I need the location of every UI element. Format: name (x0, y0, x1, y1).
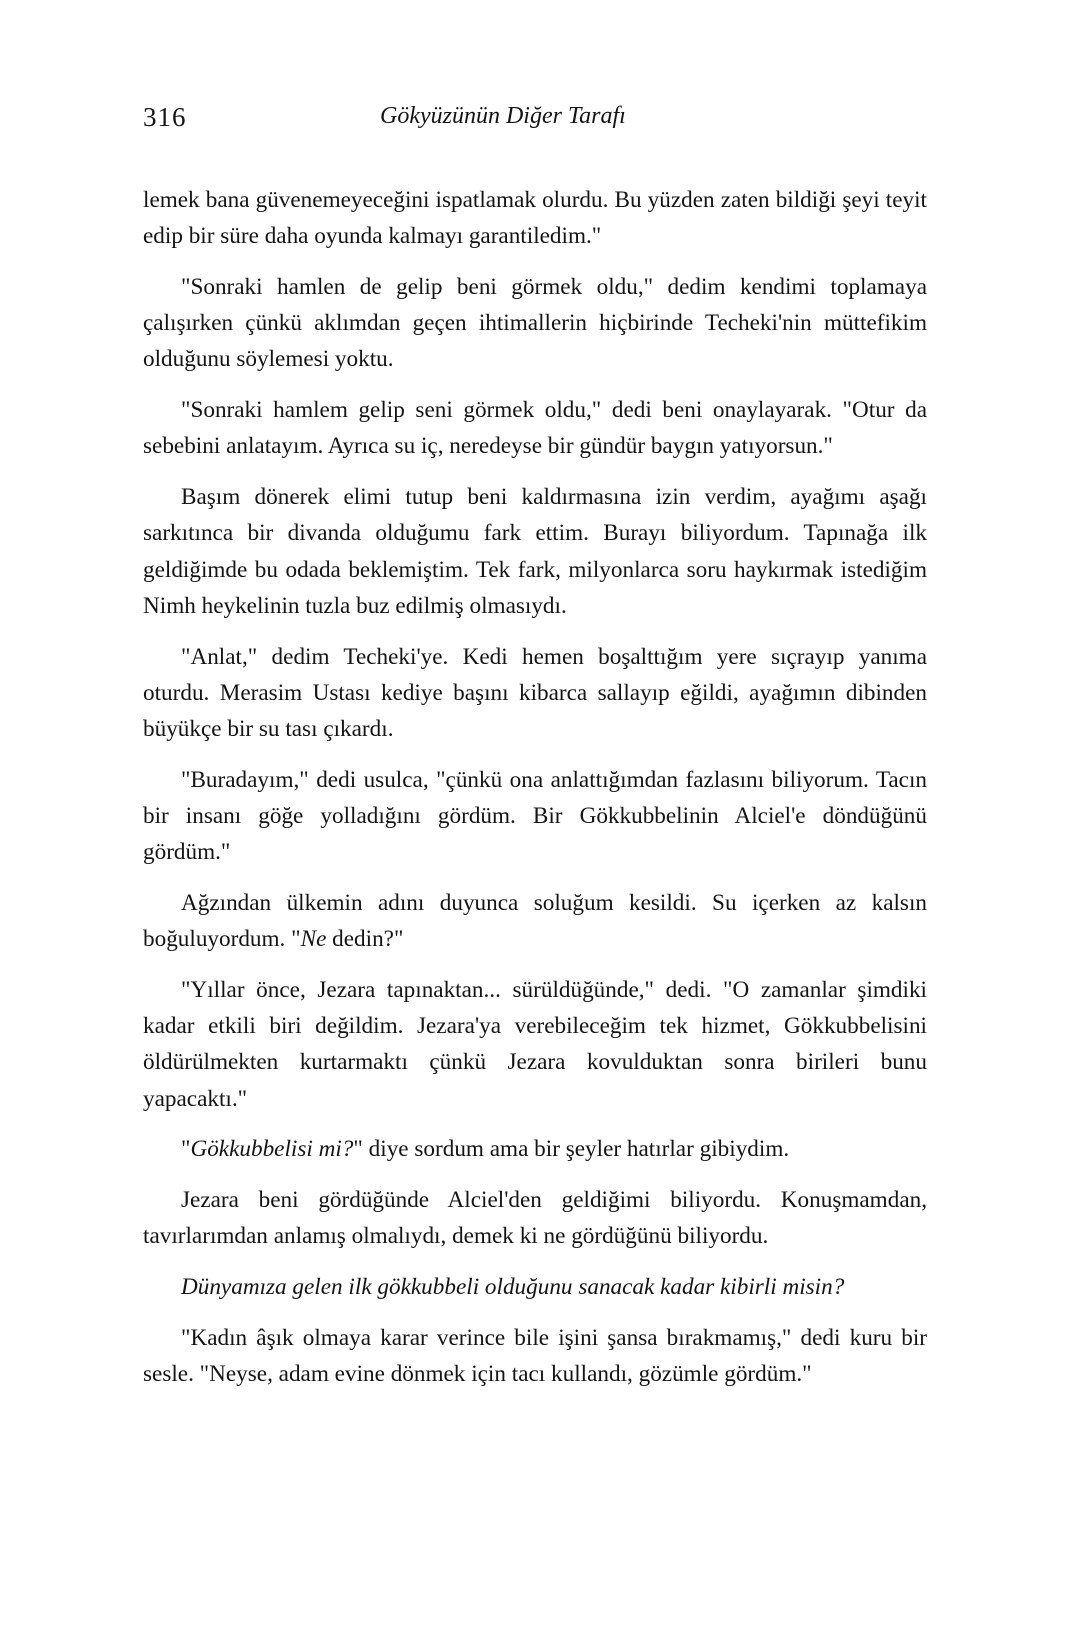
paragraph (143, 1131, 927, 1167)
emphasis: Ne (300, 926, 327, 953)
paragraph: Başım dönerek elimi tutup beni kaldırmasına izin verdim, ayağımı aşağı sarkıtınca bir divanda olduğumu fark ettim. Burayı biliyordum. Tapınağa ilk geldiğimde bu odada beklemiştim. Tek fark, milyonlarca soru haykırmak istediğim Nimh heykelinin tuzla buz edilmiş olmasıydı. (143, 484, 927, 619)
paragraph: "Anlat," dedim Techeki'ye. Kedi hemen boşalttığım yere sıçrayıp yanıma oturdu. Merasim Ustası kediye başını kibarca sallayıp eğildi, ayağımın dibinden büyükçe bir su tası çıkardı. (143, 643, 927, 743)
paragraph: Jezara beni gördüğünde Alciel'den geldiğimi biliyordu. Konuşmamdan, tavırlarımdan anlamış olmalıydı, demek ki ne gördüğünü biliyordu. (143, 1187, 927, 1250)
running-title: Gökyüzünün Diğer Tarafı (380, 103, 626, 129)
paragraph-text: " diye sordum ama bir şeyler hatırlar gibiydim. (353, 1136, 790, 1163)
paragraph-text: " (181, 1136, 191, 1163)
paragraph: "Buradayım," dedi usulca, "çünkü ona anlattığımdan fazlasını biliyorum. Tacın bir insanı göğe yolladığını gördüm. Bir Gökkubbelinin Alciel'e döndüğünü gördüm." (143, 766, 927, 866)
paragraph: "Yıllar önce, Jezara tapınaktan... sürüldüğünde," dedi. "O zamanlar şimdiki kadar etkili biri değildim. Jezara'ya verebileceğim tek hizmet, Gökkubbelisini öldürülmekten kurtarmaktı çünkü Jezara kovulduktan sonra birileri bunu yapacaktı." (143, 977, 927, 1112)
paragraph: "Kadın âşık olmaya karar verince bile işini şansa bırakmamış," dedi kuru bir sesle. "Neyse, adam evine dönmek için tacı kullandı, gözümle gördüm." (143, 1325, 927, 1388)
page-number: 316 (143, 102, 187, 132)
paragraph: "Sonraki hamlem gelip seni görmek oldu," dedi beni onaylayarak. "Otur da sebebini anlatayım. Ayrıca su iç, neredeyse bir gündür baygın yatıyorsun." (143, 397, 927, 460)
emphasis: Gökkubbelisi mi? (190, 1136, 354, 1163)
body-text (143, 182, 927, 1407)
paragraph: "Sonraki hamlen de gelip beni görmek oldu," dedim kendimi toplamaya çalışırken çünkü aklımdan geçen ihtimallerin hiçbirinde Techeki'nin müttefikim olduğunu söylemesi yoktu. (143, 274, 927, 373)
paragraph-text: dedin?" (326, 926, 404, 953)
paragraph: lemek bana güvenemeyeceğini ispatlamak olurdu. Bu yüzden zaten bildiği şeyi teyit edip bir süre daha oyunda kalmayı garantiledim." (143, 187, 927, 250)
page-header (143, 102, 923, 142)
paragraph (143, 885, 927, 957)
italic-thought: Dünyamıza gelen ilk gökkubbeli olduğunu sanacak kadar kibirli misin? (181, 1274, 845, 1301)
paragraph-text: Ağzından ülkemin adını duyunca soluğum kesildi. Su içerken az kalsın boğuluyordum. " (143, 890, 927, 953)
